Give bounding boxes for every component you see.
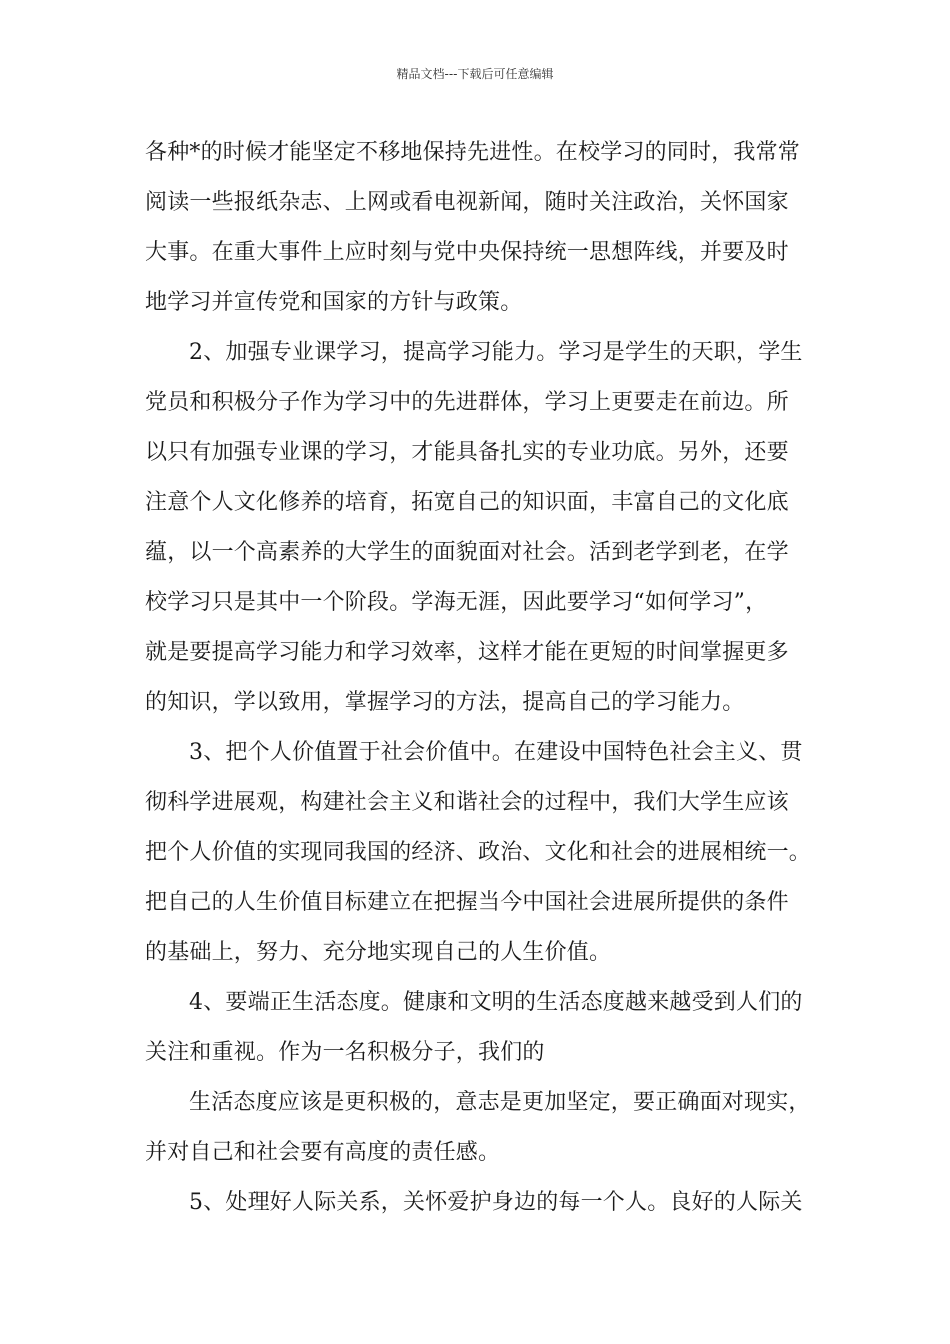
- text-line: 2、加强专业课学习，提高学习能力。学习是学生的天职，学生: [189, 340, 803, 365]
- text-line: 的知识，学以致用，掌握学习的方法，提高自己的学习能力。: [145, 690, 745, 715]
- text-line: 地学习并宣传党和国家的方针与政策。: [145, 290, 523, 315]
- text-line: 把个人价值的实现同我国的经济、政治、文化和社会的进展相统一。: [145, 840, 812, 865]
- text-line: 彻科学进展观，构建社会主义和谐社会的过程中，我们大学生应该: [145, 790, 789, 815]
- text-line: 注意个人文化修养的培育，拓宽自己的知识面，丰富自己的文化底: [145, 490, 789, 515]
- text-line: 的基础上，努力、充分地实现自己的人生价值。: [145, 940, 612, 965]
- text-line: 以只有加强专业课的学习，才能具备扎实的专业功底。另外，还要: [145, 440, 789, 465]
- text-line: 关注和重视。作为一名积极分子，我们的: [145, 1040, 545, 1065]
- text-line: 并对自己和社会要有高度的责任感。: [145, 1140, 501, 1165]
- text-line: 大事。在重大事件上应时刻与党中央保持统一思想阵线，并要及时: [145, 240, 789, 265]
- page-header: 精品文档---下载后可任意编辑: [396, 67, 554, 81]
- text-line: 5、处理好人际关系，关怀爱护身边的每一个人。良好的人际关: [189, 1190, 803, 1215]
- text-line: 把自己的人生价值目标建立在把握当今中国社会进展所提供的条件: [145, 890, 789, 915]
- text-line: 3、把个人价值置于社会价值中。在建设中国特色社会主义、贯: [189, 740, 803, 765]
- text-line: 生活态度应该是更积极的，意志是更加坚定，要正确面对现实，: [189, 1090, 811, 1115]
- text-line: 阅读一些报纸杂志、上网或看电视新闻，随时关注政治，关怀国家: [145, 190, 789, 215]
- document-body: [145, 128, 813, 1228]
- text-line: 校学习只是其中一个阶段。学海无涯，因此要学习“如何学习”，: [145, 590, 768, 615]
- text-line: 4、要端正生活态度。健康和文明的生活态度越来越受到人们的: [189, 990, 803, 1015]
- text-line: 蕴，以一个高素养的大学生的面貌面对社会。活到老学到老，在学: [145, 540, 789, 565]
- text-line: 就是要提高学习能力和学习效率，这样才能在更短的时间掌握更多: [145, 640, 789, 665]
- text-line: 各种*的时候才能坚定不移地保持先进性。在校学习的同时，我常常: [145, 140, 801, 165]
- text-line: 党员和积极分子作为学习中的先进群体，学习上更要走在前边。所: [145, 390, 789, 415]
